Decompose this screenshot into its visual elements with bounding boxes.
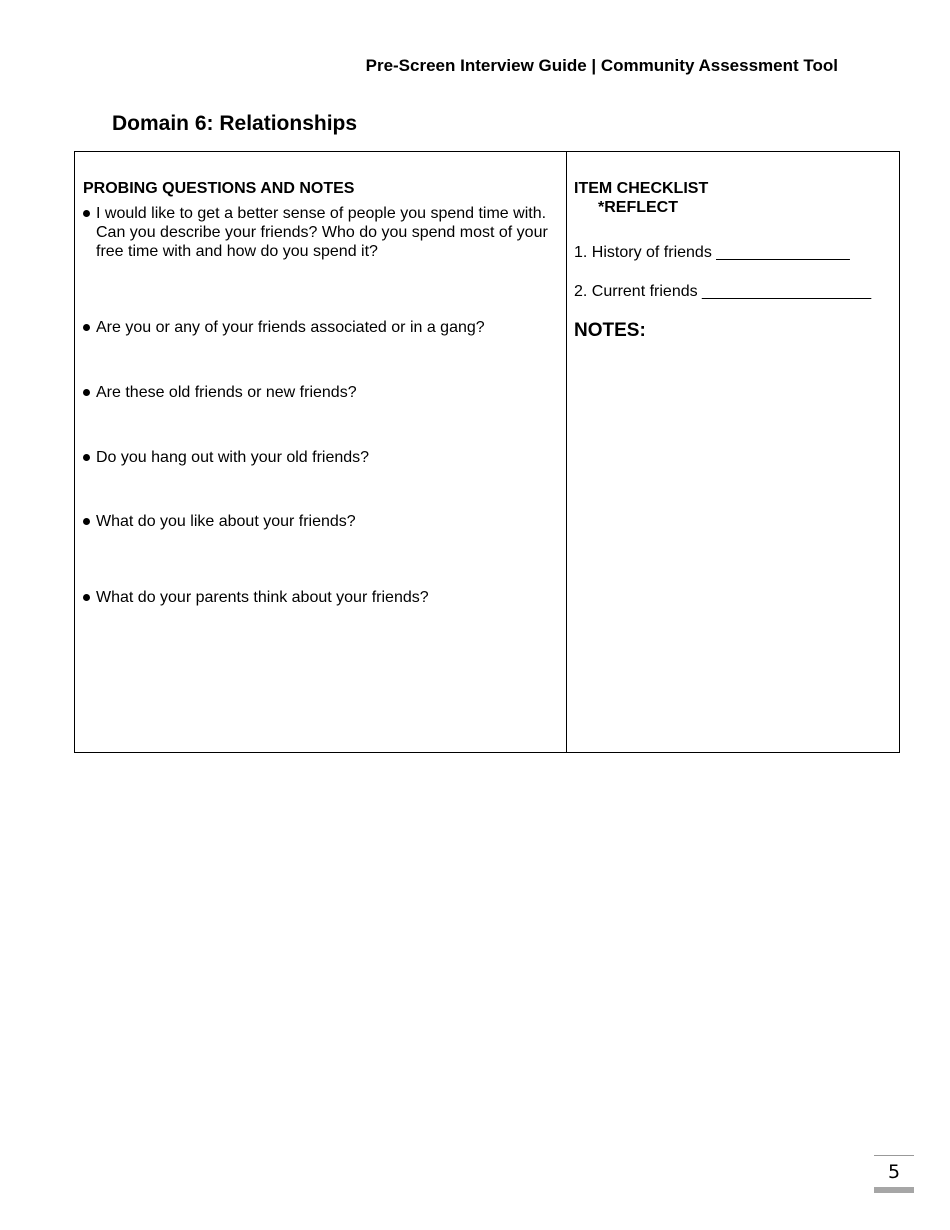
notes-label: NOTES: xyxy=(574,320,646,341)
reflect-subheading: *REFLECT xyxy=(598,199,678,216)
bullet-icon xyxy=(83,389,90,396)
question-text: What do you like about your friends? xyxy=(96,513,356,530)
bullet-icon xyxy=(83,210,90,217)
question-text: I would like to get a better sense of people you spend time with. Can you describe your friends? Who do you spend most of your free time with and how do you spend it? xyxy=(96,205,548,260)
item-checklist-column xyxy=(567,152,900,752)
question-text: Do you hang out with your old friends? xyxy=(96,449,370,466)
page-number-bar xyxy=(874,1187,914,1193)
bullet-icon xyxy=(83,594,90,601)
page-number-box xyxy=(874,1155,914,1193)
bullet-icon xyxy=(83,324,90,331)
bullet-icon xyxy=(83,518,90,525)
checklist-item-current-friends: 2. Current friends ___________________ xyxy=(574,283,872,300)
question-item xyxy=(83,204,553,261)
probing-questions-column xyxy=(75,152,566,752)
question-text: Are you or any of your friends associated or in a gang? xyxy=(96,319,485,336)
probing-questions-heading: PROBING QUESTIONS AND NOTES xyxy=(83,180,355,197)
item-checklist-heading: ITEM CHECKLIST xyxy=(574,180,709,197)
question-text: What do your parents think about your friends? xyxy=(96,589,429,606)
bullet-icon xyxy=(83,454,90,461)
question-item xyxy=(83,588,553,607)
page-number: 5 xyxy=(887,1161,901,1183)
checklist-item-history-of-friends: 1. History of friends _______________ xyxy=(574,244,850,261)
assessment-table xyxy=(74,151,900,753)
page-number-rule xyxy=(874,1155,914,1156)
question-item xyxy=(83,512,553,531)
question-item xyxy=(83,448,553,467)
question-text: Are these old friends or new friends? xyxy=(96,384,357,401)
domain-title: Domain 6: Relationships xyxy=(112,112,358,135)
page-header: Pre-Screen Interview Guide | Community Assessment Tool xyxy=(365,56,838,75)
question-item xyxy=(83,318,553,337)
question-item xyxy=(83,383,553,402)
